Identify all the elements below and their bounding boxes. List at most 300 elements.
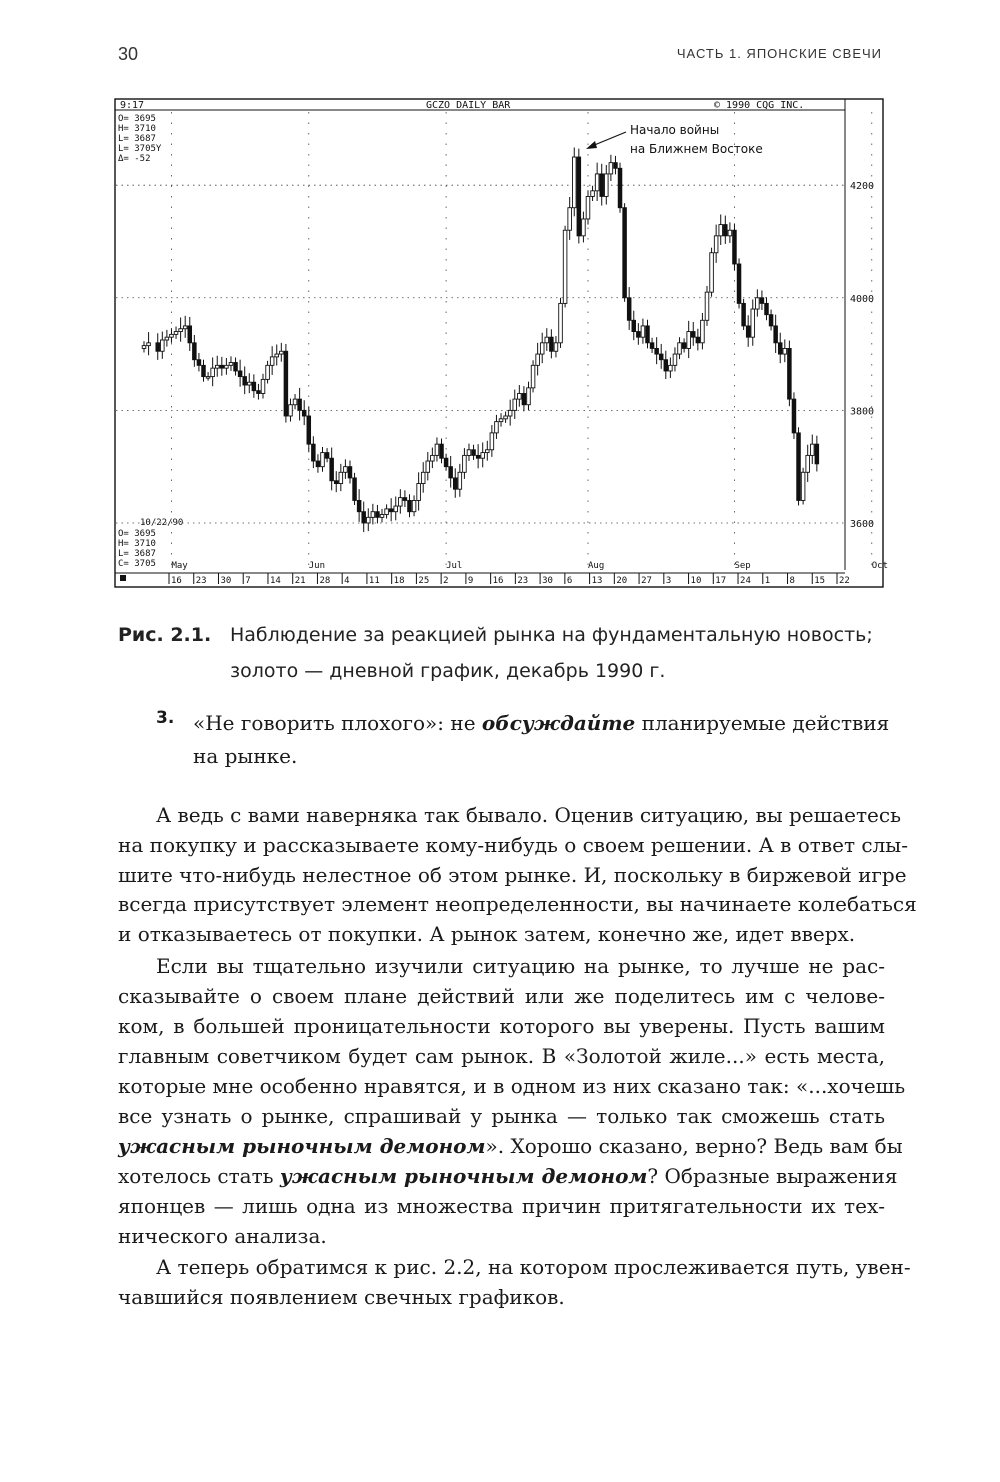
candle (289, 399, 293, 422)
running-head: ЧАСТЬ 1. ЯПОНСКИЕ СВЕЧИ (676, 46, 882, 61)
figure-label: Рис. 2.1. (118, 624, 212, 646)
candle (476, 444, 480, 468)
candle-body (678, 343, 682, 354)
ohlc-bottom-line: H= 3710 (118, 539, 156, 549)
candle (449, 456, 453, 488)
page-number: 30 (118, 44, 139, 64)
candle (646, 320, 650, 349)
candle (463, 448, 467, 479)
date-tick-label: 27 (641, 576, 652, 586)
candle-body (142, 346, 146, 349)
candle-body (394, 506, 398, 512)
candle (421, 462, 425, 493)
candle (490, 425, 494, 457)
candle (362, 502, 366, 533)
date-tick-label: 20 (616, 576, 628, 586)
y-tick-label: 4200 (850, 181, 875, 193)
candle (632, 311, 636, 340)
candle (641, 319, 645, 344)
candle-body (325, 453, 329, 459)
date-tick-label: 25 (418, 576, 430, 586)
candle-body (641, 326, 645, 337)
candle (765, 297, 769, 320)
y-tick-label: 3800 (850, 406, 875, 418)
candle-body (655, 348, 659, 354)
text-line: ком, в большей проницательности которого вы уверены. Пусть вашим (118, 1014, 885, 1038)
candle (756, 289, 760, 316)
candle-body (788, 348, 792, 399)
list-number: 3. (156, 708, 175, 728)
list-text: планируемые действия (635, 711, 890, 735)
candle-body (476, 455, 480, 458)
candle-body (751, 309, 755, 337)
date-tick-label: 21 (294, 576, 306, 586)
candle (810, 435, 814, 464)
candle-body (495, 422, 499, 433)
candle (247, 373, 251, 393)
candle-body (225, 365, 229, 368)
candle-body (522, 393, 526, 404)
candle-body (719, 225, 723, 236)
candle-body (490, 433, 494, 450)
candle-body (366, 517, 370, 523)
annotation-line: на Ближнем Востоке (630, 142, 763, 156)
candle-body (669, 365, 673, 371)
annotation (586, 123, 763, 156)
text-span: хотелось стать (118, 1164, 280, 1188)
date-tick-label: 9 (467, 576, 474, 586)
candle (627, 287, 631, 330)
candle (156, 333, 160, 360)
candle (275, 345, 279, 366)
gridlines (116, 112, 875, 568)
candle-body (261, 379, 265, 393)
candle (788, 341, 792, 407)
gold-daily-bar-chart (114, 98, 889, 588)
candle (261, 374, 265, 399)
ohlc-bottom-date: 10/22/90 (140, 518, 184, 528)
date-tick-label: 17 (715, 576, 727, 586)
candle-body (600, 174, 604, 197)
ohlc-top-line: O= 3695 (118, 114, 156, 124)
date-tick-label: 14 (269, 576, 281, 586)
candle-body (206, 377, 210, 379)
annotation-arrow (592, 132, 626, 146)
caption-line: Наблюдение за реакцией рынка на фундаментальную новость; (230, 624, 873, 646)
text-line (118, 1131, 903, 1161)
date-tick-label: 8 (789, 576, 795, 586)
candle-body (783, 348, 787, 354)
candle-body (609, 163, 613, 174)
candle-body (266, 365, 270, 379)
ohlc-bottom-line: C= 3705 (118, 559, 156, 569)
candle-body (220, 365, 224, 368)
candle (742, 299, 746, 330)
candle (211, 357, 215, 386)
candle (206, 372, 210, 381)
candle (348, 460, 352, 483)
candle-body (646, 326, 650, 343)
candle (806, 445, 810, 482)
candle (701, 313, 705, 349)
candle-body (746, 326, 750, 337)
candle-body (179, 329, 183, 332)
candle-body (687, 332, 691, 349)
candle (376, 505, 380, 523)
candle (325, 448, 329, 462)
candle-body (797, 433, 801, 501)
candle-body (330, 458, 334, 481)
list-text: «Не говорить плохого»: не (193, 711, 482, 735)
date-tick-label: 28 (319, 576, 331, 586)
date-tick-label: 22 (839, 576, 850, 586)
emphasis: ужасным рыночным демоном (279, 1164, 648, 1188)
candle (733, 223, 737, 270)
candle-body (682, 343, 686, 349)
candle-body (417, 484, 421, 501)
text-line: шите что-нибудь нелестное об этом рынке. И, поскольку в биржевой игре (118, 863, 907, 887)
candle (316, 454, 320, 472)
candle-body (156, 343, 160, 351)
candle (769, 310, 773, 331)
candle (243, 366, 247, 394)
candle (545, 328, 549, 351)
candle-body (801, 472, 805, 500)
candle-body (659, 354, 663, 360)
candle (778, 333, 782, 364)
candle-body (737, 264, 741, 303)
candle-body (412, 500, 416, 511)
candle (714, 225, 718, 263)
candle (527, 382, 531, 411)
candle-body (312, 444, 316, 461)
candle-body (234, 363, 238, 371)
candle-body (595, 174, 599, 191)
candle (472, 445, 476, 460)
candle (664, 351, 668, 379)
candle (559, 298, 563, 348)
candle-body (247, 382, 251, 385)
date-tick-label: 18 (393, 576, 405, 586)
candle-body (161, 340, 165, 351)
candle (238, 360, 242, 387)
candle (691, 322, 695, 346)
candle-body (472, 450, 476, 456)
candle-body (362, 512, 366, 523)
candle (161, 332, 165, 359)
candle (197, 353, 201, 371)
candle (467, 444, 471, 461)
text-line: чавшийся появлением свечных графиков. (118, 1285, 565, 1309)
candle (229, 356, 233, 371)
emphasis: ужасным рыночным демоном (118, 1134, 486, 1158)
candle (270, 346, 274, 375)
candle-body (435, 444, 439, 455)
caption-line: золото — дневной график, декабрь 1990 г. (230, 660, 666, 682)
candle (504, 411, 508, 422)
candle (353, 473, 357, 505)
candle (586, 190, 590, 224)
date-tick-label: 6 (566, 576, 573, 586)
candle-body (371, 512, 375, 518)
candle (389, 498, 393, 521)
date-tick-label: 24 (740, 576, 751, 586)
candle (614, 156, 618, 174)
candle (600, 164, 604, 206)
date-tick-label: 16 (171, 576, 182, 586)
candle (678, 337, 682, 359)
candle (357, 489, 361, 522)
candle-body (696, 337, 700, 343)
candle (252, 374, 256, 397)
candle (426, 452, 430, 480)
candle-body (174, 332, 178, 335)
candle-body (275, 354, 279, 357)
candle-body (664, 360, 668, 371)
candle-body (165, 337, 169, 340)
candle (444, 454, 448, 471)
candle-body (385, 509, 389, 515)
candle (618, 163, 622, 213)
candle-body (637, 332, 641, 338)
candle-body (701, 320, 705, 343)
candle (453, 468, 457, 497)
candle (531, 360, 535, 392)
candle (623, 203, 627, 302)
date-tick-label: 13 (591, 576, 603, 586)
candle-body (357, 500, 361, 511)
candle (403, 490, 407, 507)
ohlc-top-line: L= 3687 (118, 134, 156, 144)
ohlc-bottom-line: L= 3687 (118, 549, 156, 559)
candle-body (243, 377, 247, 385)
candle-body (403, 498, 407, 501)
candle-body (568, 208, 572, 231)
candle-body (467, 450, 471, 456)
candle-body (270, 357, 274, 365)
candle-body (545, 337, 549, 343)
candles (142, 147, 818, 532)
candle-body (710, 253, 714, 292)
candle-body (728, 230, 732, 236)
candle (215, 356, 219, 377)
candle-body (376, 512, 380, 518)
candle-body (431, 455, 435, 461)
candle-body (289, 405, 293, 416)
candle (298, 388, 302, 421)
candle (550, 329, 554, 358)
candle (366, 508, 370, 531)
candle-body (408, 500, 412, 511)
candle-body (504, 416, 508, 419)
date-tick-label: 23 (517, 576, 529, 586)
candle (284, 344, 288, 423)
candle (202, 360, 206, 382)
candle (312, 436, 316, 468)
candle-body (536, 354, 540, 365)
candle-body (444, 458, 448, 466)
candle-body (334, 481, 338, 484)
candle-body (760, 298, 764, 304)
ohlc-top-readout (118, 114, 162, 164)
date-tick-label: 7 (245, 576, 251, 586)
candle-body (421, 472, 425, 483)
candle (142, 341, 146, 352)
candle-body (147, 343, 151, 346)
candle-body (284, 351, 288, 416)
text-line: сказывайте о своем плане действий или же поделитесь им с челове- (118, 984, 885, 1008)
candle (705, 286, 709, 326)
candle-body (353, 478, 357, 501)
candle-body (380, 515, 384, 518)
month-label: May (171, 561, 188, 571)
date-tick-label: 23 (195, 576, 207, 586)
candle-body (769, 315, 773, 326)
candle-body (211, 368, 215, 376)
candle (604, 165, 608, 205)
emphasis: обсуждайте (481, 711, 636, 735)
date-tick-label: 16 (492, 576, 504, 586)
candle-body (257, 391, 261, 394)
candle (257, 384, 261, 400)
text-line: на покупку и рассказываете кому-нибудь о своем решении. А в ответ слы- (118, 833, 908, 857)
candle (595, 163, 599, 201)
date-tick-label: 30 (542, 576, 553, 586)
candle-body (316, 461, 320, 467)
candle-body (399, 498, 403, 506)
candle-body (540, 343, 544, 354)
chart-time: 9:17 (120, 100, 145, 111)
candle-body (344, 467, 348, 473)
text-span: ». Хорошо сказано, верно? Ведь вам бы (485, 1134, 903, 1158)
candle (179, 317, 183, 341)
candle (147, 332, 151, 355)
candle (193, 335, 197, 367)
candle (522, 386, 526, 411)
candle (774, 315, 778, 353)
date-tick-label: 30 (220, 576, 232, 586)
candle-body (458, 472, 462, 489)
candle (385, 504, 389, 518)
candle (536, 343, 540, 376)
candle (499, 413, 503, 427)
candle (330, 448, 334, 491)
candle-body (513, 399, 517, 410)
candle (669, 357, 673, 378)
month-label: Aug (587, 561, 605, 571)
candle-body (485, 450, 489, 453)
candle-body (572, 157, 576, 208)
ohlc-top-line: H= 3710 (118, 124, 156, 134)
candle (609, 155, 613, 181)
candle (394, 497, 398, 521)
candle-body (815, 444, 819, 464)
candle (540, 333, 544, 364)
candle (650, 338, 654, 353)
candle (737, 258, 741, 308)
candle (563, 226, 567, 308)
candle (266, 361, 270, 384)
text-line: все узнать о рынке, спрашивай у рынка — только так сможешь стать (118, 1104, 885, 1128)
candle (682, 338, 686, 352)
candle-body (582, 219, 586, 236)
candle-body (531, 365, 535, 388)
candle (334, 471, 338, 492)
candle-body (623, 208, 627, 298)
scroll-marker (120, 575, 126, 581)
candle-body (449, 467, 453, 478)
candle-body (280, 351, 284, 354)
candle (339, 464, 343, 491)
ohlc-top-line: L= 3705Y (118, 144, 162, 154)
candle-body (554, 343, 558, 351)
candle (815, 436, 819, 472)
candle (746, 315, 750, 347)
candle (234, 357, 238, 375)
candle (719, 214, 723, 245)
candle-body (806, 455, 810, 472)
month-label: Oct (871, 561, 889, 571)
candle (183, 316, 187, 338)
month-label: Jul (446, 561, 463, 571)
candle-body (348, 467, 352, 478)
candle (435, 437, 439, 461)
list-line: на рынке. (193, 744, 298, 768)
month-label: Jun (308, 561, 326, 571)
candle-body (215, 365, 219, 368)
candle (572, 147, 576, 216)
candle-body (733, 230, 737, 264)
candle-body (756, 298, 760, 309)
candle (568, 197, 572, 240)
candle-body (463, 455, 467, 472)
candle (687, 321, 691, 358)
chart-frame (115, 99, 883, 587)
candle-body (170, 334, 174, 337)
candle (431, 448, 435, 469)
candle-body (508, 410, 512, 416)
candle-body (705, 292, 709, 320)
candle-body (499, 419, 503, 422)
text-line: А теперь обратимся к рис. 2.2, на котором прослеживается путь, увен- (156, 1255, 911, 1279)
candle-body (238, 371, 242, 377)
text-line: и отказываетесь от покупки. А рынок затем, конечно же, идет вверх. (118, 922, 856, 946)
candle (582, 212, 586, 243)
date-tick-label: 4 (344, 576, 350, 586)
candle (554, 336, 558, 357)
text-line: нического анализа. (118, 1224, 327, 1248)
candle-body (426, 461, 430, 472)
candle-body (321, 453, 325, 467)
candle-body (577, 157, 581, 236)
candle (225, 358, 229, 375)
candle-body (632, 320, 636, 331)
candle-body (293, 399, 297, 405)
candle (655, 337, 659, 364)
text-line: которые мне особенно нравятся, и в одном из них сказано так: «...хочешь (118, 1074, 906, 1098)
month-label: Sep (734, 561, 751, 571)
candle-body (765, 303, 769, 314)
candle (485, 441, 489, 461)
candle (760, 290, 764, 310)
candle-body (604, 174, 608, 197)
candle-body (440, 444, 444, 458)
candle (481, 442, 485, 467)
candle-body (673, 354, 677, 365)
candle (792, 392, 796, 439)
candle (302, 400, 306, 425)
candle (495, 415, 499, 439)
